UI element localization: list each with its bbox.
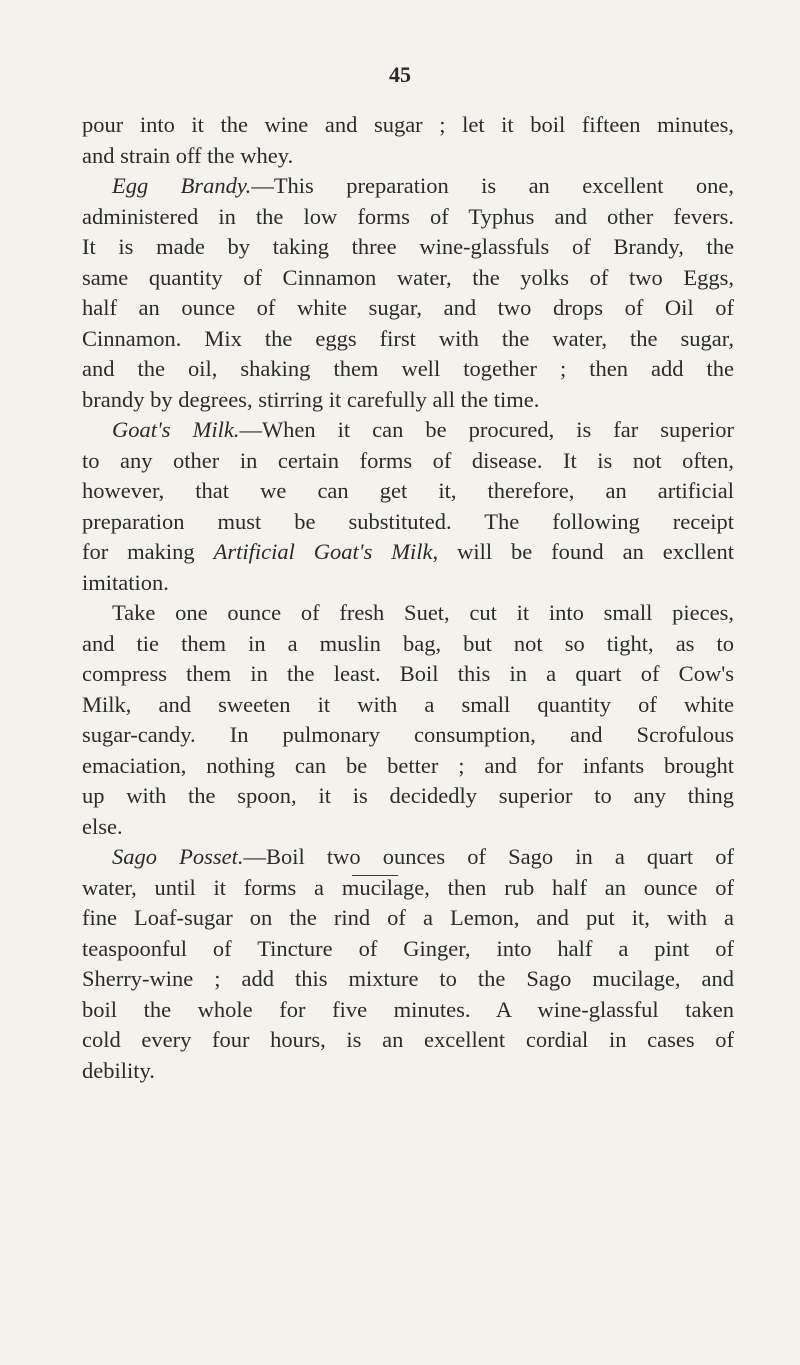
text-line: Cinnamon. Mix the eggs first with the water, the sugar, bbox=[82, 325, 734, 351]
text-line bbox=[82, 537, 734, 568]
text-line: cold every four hours, is an excellent cordial in cases of bbox=[82, 1027, 734, 1052]
text-line: and strain off the whey. bbox=[82, 142, 294, 168]
text-line: and tie them in a muslin bag, but not so tight, as to bbox=[82, 630, 734, 656]
text-line: Take one ounce of fresh Suet, cut it into small pieces, bbox=[112, 600, 734, 625]
text-line: Milk, and sweeten it with a small quantity of white bbox=[82, 691, 734, 717]
text-line: compress them in the least. Boil this in a quart of Cow's bbox=[82, 661, 734, 686]
text-segment: —This preparation is an excellent one, bbox=[251, 173, 734, 198]
text-line: It is made by taking three wine-glassfuls of Brandy, the bbox=[82, 234, 734, 259]
text-line: brandy by degrees, stirring it carefully all the time. bbox=[82, 386, 540, 412]
section-end-rule bbox=[352, 875, 398, 876]
text-segment: , will be found an excllent bbox=[432, 539, 734, 564]
text-line: up with the spoon, it is decidedly superior to any thing bbox=[82, 783, 734, 808]
text-line: teaspoonful of Tincture of Ginger, into half a pint of bbox=[82, 935, 734, 961]
text-line: sugar-candy. In pulmonary consumption, and Scrofulous bbox=[82, 722, 734, 747]
italic-heading: Egg Brandy. bbox=[112, 173, 252, 198]
text-line: Sherry-wine ; add this mixture to the Sago mucilage, and bbox=[82, 966, 734, 991]
text-line: same quantity of Cinnamon water, the yolks of two Eggs, bbox=[82, 264, 734, 290]
text-line: pour into it the wine and sugar ; let it boil fifteen minutes, bbox=[82, 112, 734, 137]
text-line: however, that we can get it, therefore, an artificial bbox=[82, 478, 734, 503]
italic-heading: Artificial Goat's Milk bbox=[213, 539, 433, 564]
text-segment: —Boil two ounces of Sago in a quart of bbox=[243, 844, 734, 869]
text-line: to any other in certain forms of disease. It is not often, bbox=[82, 447, 734, 473]
text-line bbox=[82, 171, 734, 202]
text-line: debility. bbox=[82, 1057, 155, 1083]
italic-heading: Goat's Milk. bbox=[112, 417, 240, 442]
text-segment: —When it can be procured, is far superior bbox=[239, 417, 734, 442]
text-line bbox=[82, 842, 734, 873]
text-line: and the oil, shaking them well together ; then add the bbox=[82, 356, 734, 381]
text-line: fine Loaf-sugar on the rind of a Lemon, and put it, with a bbox=[82, 905, 734, 930]
text-line: emaciation, nothing can be better ; and for infants brought bbox=[82, 752, 734, 778]
text-line: water, until it forms a mucilage, then rub half an ounce of bbox=[82, 874, 734, 900]
page-number: 45 bbox=[389, 62, 411, 87]
text-line: boil the whole for five minutes. A wine-glassful taken bbox=[82, 996, 734, 1022]
text-line: half an ounce of white sugar, and two drops of Oil of bbox=[82, 295, 734, 320]
text-line: else. bbox=[82, 813, 123, 839]
italic-heading: Sago Posset. bbox=[112, 844, 244, 869]
text-line: preparation must be substituted. The following receipt bbox=[82, 508, 734, 534]
text-segment: for making bbox=[82, 539, 214, 564]
text-line bbox=[82, 415, 734, 446]
text-line: imitation. bbox=[82, 569, 169, 595]
text-line: administered in the low forms of Typhus and other fevers. bbox=[82, 203, 734, 229]
body-text bbox=[82, 110, 734, 1086]
